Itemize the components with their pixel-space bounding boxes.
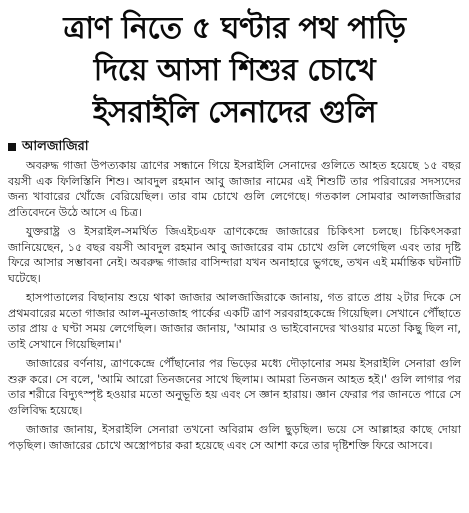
- article-paragraph-4: জাজারের বর্ণনায়, ত্রাণকেন্দ্রে পৌঁছানোর পর ভিড়ের মধ্যে দৌড়ানোর সময় ইসরাইলি সেনারা গুলি শুরু করে। সে বলে, 'আমি আরো তিনজনের সাথে ছিলাম। আমরা তিনজন আহত হই।' গুলি লাগার পর তার শরীরে বিদ্যুৎস্পৃষ্ট হওয়ার মতো অনুভূতি হয় এবং সে জ্ঞান হারায়। জ্ঞান ফেরার পর জানতে পারে সে গুলিবিদ্ধ হয়েছে।: [8, 357, 461, 417]
- headline-line-1: ত্রাণ নিতে ৫ ঘণ্টার পথ পাড়ি: [63, 11, 406, 46]
- article-paragraph-3: হাসপাতালের বিছানায় শুয়ে থাকা জাজার আলজাজিরাকে জানায়, গত রাতে প্রায় ২টার দিকে সে প্রথমবারের মতো গাজার আল-মুনতাজাহ পার্কের একটি ত্রাণ সরবরাহকেন্দ্রে গিয়েছিল। সেখানে পৌঁছাতে তার প্রায় ৫ ঘণ্টা সময় লেগেছিল। জাজার জানায়, 'আমার ও ভাইবোনদের খাওয়ার মতো কিছু ছিল না, তাই সেখানে গিয়েছিলাম।': [8, 291, 461, 351]
- headline-line-2: দিয়ে আসা শিশুর চোখে: [93, 53, 376, 88]
- article-paragraph-1: অবরুদ্ধ গাজা উপত্যকায় ত্রাণের সন্ধানে গিয়ে ইসরাইলি সেনাদের গুলিতে আহত হয়েছে ১৫ বছর বয়সী এক ফিলিস্তিনি শিশু। আবদুল রহমান আবু জাজার নামের এই শিশুটি তার পরিবারের সদস্যদের জন্য খাবারের খোঁজে বেরিয়েছিল। তার বাম চোখে গুলি লেগেছে। গতকাল সোমবার আলজাজিরার প্রতিবেদনে উঠে আসে এ চিত্র।: [8, 159, 461, 219]
- article-paragraph-2: যুক্তরাষ্ট্র ও ইসরাইল-সমর্থিত জিএইচএফ ত্রাণকেন্দ্রে জাজারের চিকিৎসা চলছে। চিকিৎসকরা জানিয়েছেন, ১৫ বছর বয়সী আবদুল রহমান আবু জাজারের বাম চোখে গুলি লেগেছিল এবং তার দৃষ্টি ফিরে আসার সম্ভাবনা নেই। অবরুদ্ধ গাজার বাসিন্দারা যখন অনাহারে ভুগছে, তখন এই মর্মান্তিক ঘটনাটি ঘটেছে।: [8, 225, 461, 285]
- article-paragraph-5: জাজার জানায়, ইসরাইলি সেনারা তখনো অবিরাম গুলি ছুড়ছিল। ভয়ে সে আল্লাহর কাছে দোয়া পড়ছিল। জাজারের চোখে অস্ত্রোপচার করা হয়েছে এবং সে আশা করে তার দৃষ্টিশক্তি ফিরে আসবে।: [8, 423, 461, 452]
- article-body: [8, 158, 461, 453]
- square-bullet-icon: [8, 143, 16, 151]
- byline-source: আলজাজিরা: [22, 139, 89, 154]
- byline: [8, 138, 461, 156]
- article-headline: [8, 6, 461, 134]
- headline-line-3: ইসরাইলি সেনাদের গুলি: [92, 95, 377, 130]
